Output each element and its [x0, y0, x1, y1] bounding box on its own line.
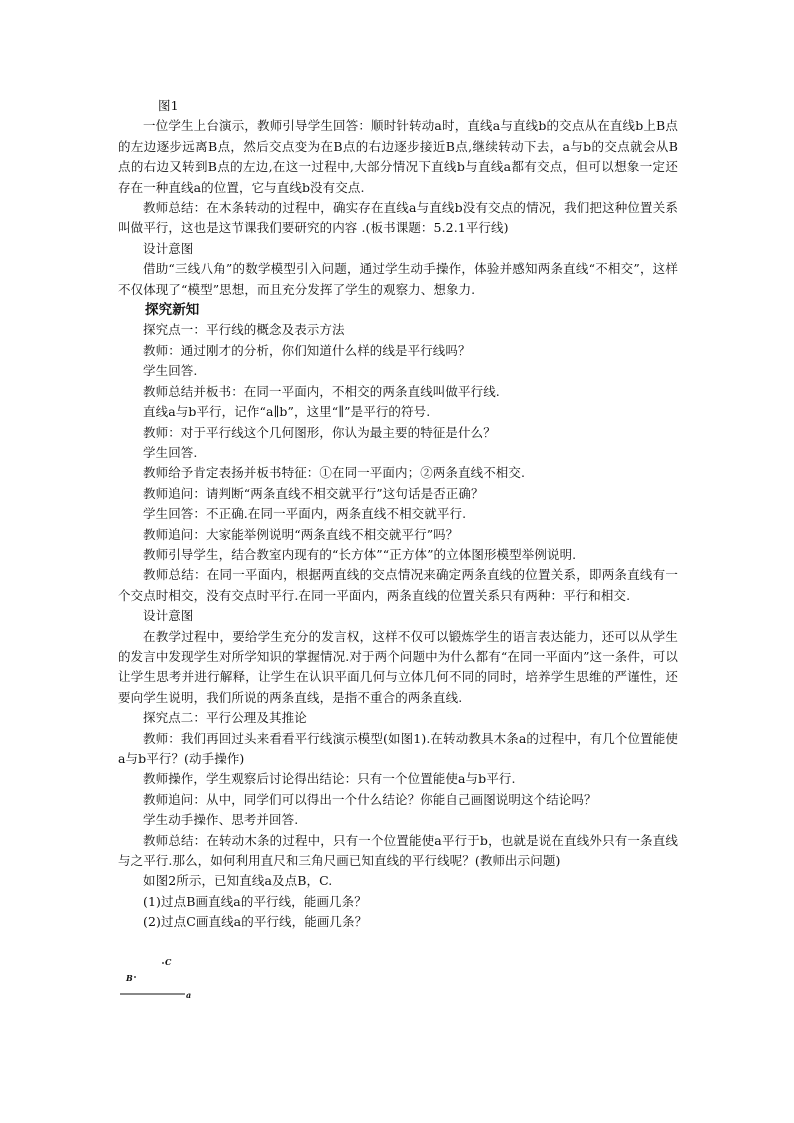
paragraph: 教师总结：在同一平面内，根据两直线的交点情况来确定两条直线的位置关系，即两条直线有一个交点时相交，没有交点时平行.在同一平面内，两条直线的位置关系只有两种：平行和相交. [118, 567, 678, 603]
paragraph: 一位学生上台演示，教师引导学生回答：顺时针转动a时，直线a与直线b的交点从在直线b上B点的左边逐步远离B点，然后交点变为在B点的右边逐步接近B点,继续转动下去，a与b的交点就会从B点的右边又转到B点的左边,在这一过程中,大部分情况下直线b与直线a都有交点，但可以想象一定还存在一种直线a的位置，它与直线b没有交点. [118, 118, 678, 195]
paragraph: 教师：对于平行线这个几何图形，你认为最主要的特征是什么？ [143, 424, 496, 440]
paragraph: 学生动手操作、思考并回答. [143, 812, 299, 828]
paragraph: 探究点二：平行公理及其推论 [143, 710, 307, 726]
paragraph: 学生回答. [143, 444, 198, 460]
paragraph: 借助“三线八角”的数学模型引入问题，通过学生动手操作，体验并感知两条直线“不相交”，这样不仅体现了“模型”思想，而且充分发挥了学生的观察力、想象力. [118, 261, 678, 297]
point-b-label: B [126, 973, 133, 983]
paragraph: 学生回答：不正确.在同一平面内，两条直线不相交就平行. [143, 506, 467, 522]
point-c-label: C [165, 957, 172, 967]
paragraph: 教师给予肯定表扬并板书特征：①在同一平面内；②两条直线不相交. [143, 465, 526, 481]
paragraph: 教师：我们再回过头来看看平行线演示模型(如图1).在转动教具木条a的过程中，有几个位置能使a与b平行？(动手操作) [118, 730, 678, 766]
paragraph: 设计意图 [143, 240, 194, 256]
figure-1-caption: 图1 [158, 98, 179, 113]
section-heading: 探究新知 [145, 302, 200, 319]
paragraph: 设计意图 [143, 608, 194, 624]
paragraph: 教师总结并板书：在同一平面内，不相交的两条直线叫做平行线. [143, 383, 500, 399]
paragraph: 教师追问：请判断“两条直线不相交就平行”这句话是否正确？ [143, 485, 484, 501]
paragraph: 探究点一：平行线的概念及表示方法 [143, 322, 345, 338]
paragraph: 教师追问：大家能举例说明“两条直线不相交就平行”吗？ [143, 526, 459, 542]
point-c [162, 962, 164, 964]
paragraph: 教师总结：在转动木条的过程中，只有一个位置能使a平行于b，也就是说在直线外只有一条直线与之平行.那么，如何利用直尺和三角尺画已知直线的平行线呢？(教师出示问题) [118, 832, 678, 869]
paragraph: 教师：通过刚才的分析，你们知道什么样的线是平行线吗？ [143, 342, 471, 358]
paragraph: 直线a与b平行，记作“a∥b”，这里“∥”是平行的符号. [143, 404, 431, 420]
paragraph: (2)过点C画直线a的平行线，能画几条？ [143, 914, 368, 930]
lesson-text [118, 96, 678, 933]
line-a-label: a [186, 990, 192, 1000]
figure-2-svg [118, 952, 238, 1012]
paragraph: 教师总结：在木条转动的过程中，确实存在直线a与直线b没有交点的情况，我们把这种位置关系叫做平行，这也是这节课我们要研究的内容 .(板书课题：5.2.1平行线) [118, 200, 678, 236]
paragraph: 教师追问：从中，同学们可以得出一个什么结论？你能自己画图说明这个结论吗？ [143, 791, 597, 807]
figure-2 [118, 952, 238, 1012]
point-b [134, 976, 136, 978]
paragraph: 学生回答. [143, 363, 198, 379]
paragraph: 教师引导学生，结合教室内现有的“长方体”“正方体”的立体图形模型举例说明. [143, 546, 577, 562]
paragraph: 如图2所示，已知直线a及点B，C. [143, 873, 333, 889]
paragraph: 在教学过程中，要给学生充分的发言权，这样不仅可以锻炼学生的语言表达能力，还可以从学生的发言中发现学生对所学知识的掌握情况.对于两个问题中为什么都有“在同一平面内”这一条件，可以让学生思考并进行解释，让学生在认识平面几何与立体几何不同的同时，培养学生思维的严谨性，还要向学生说明，我们所说的两条直线，是指不重合的两条直线. [118, 628, 678, 705]
paragraph: 教师操作，学生观察后讨论得出结论：只有一个位置能使a与b平行. [143, 771, 516, 787]
paragraph: (1)过点B画直线a的平行线，能画几条？ [143, 893, 367, 909]
